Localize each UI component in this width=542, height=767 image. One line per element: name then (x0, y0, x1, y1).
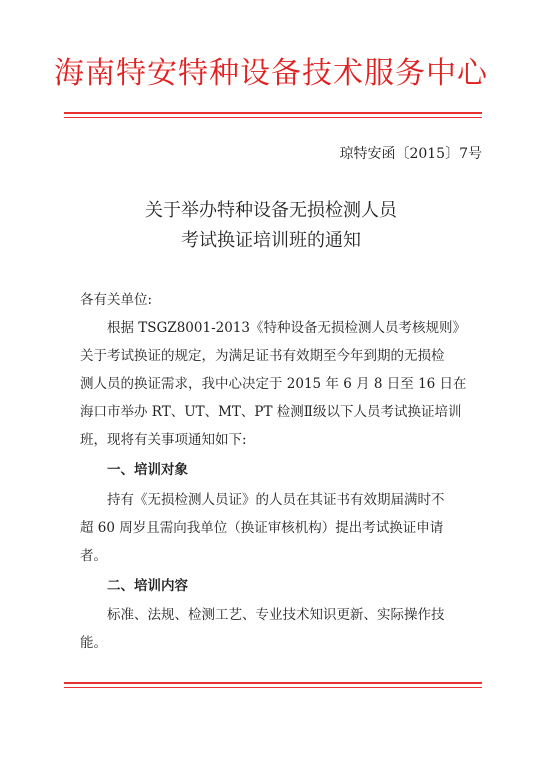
intro-line: 班，现将有关事项通知如下: (80, 432, 247, 448)
intro-line: 测人员的换证需求，我中心决定于 2015 年 6 月 8 日至 16 日在 (80, 376, 467, 392)
intro-line: 海口市举办 RT、UT、MT、PT 检测Ⅱ级以下人员考试换证培训 (80, 404, 462, 420)
section1-line: 者。 (80, 548, 107, 564)
document-title-line1: 关于举办特种设备无损检测人员 (145, 200, 397, 221)
section1-heading: 一、培训对象 (107, 462, 188, 478)
header-rule-thin (64, 117, 482, 118)
section2-line: 标准、法规、检测工艺、专业技术知识更新、实际操作技 (107, 607, 445, 623)
intro-line: 根据 TSGZ8001-2013《特种设备无损检测人员考核规则》 (107, 320, 466, 336)
salutation: 各有关单位: (80, 292, 153, 308)
organization-header: 海南特安特种设备技术服务中心 (54, 56, 488, 91)
footer-rule-thin (64, 687, 482, 688)
section1-line: 持有《无损检测人员证》的人员在其证书有效期届满时不 (107, 492, 445, 508)
section1-line: 超 60 周岁且需向我单位（换证审核机构）提出考试换证申请 (80, 520, 444, 536)
document-title-line2: 考试换证培训班的通知 (181, 230, 361, 251)
section2-heading: 二、培训内容 (107, 578, 188, 594)
section2-line: 能。 (80, 635, 107, 651)
footer-rule-thick (64, 682, 482, 684)
intro-line: 关于考试换证的规定，为满足证书有效期至今年到期的无损检 (80, 348, 445, 364)
document-number: 琼特安函〔2015〕7号 (339, 146, 482, 162)
header-rule-thick (64, 112, 482, 114)
